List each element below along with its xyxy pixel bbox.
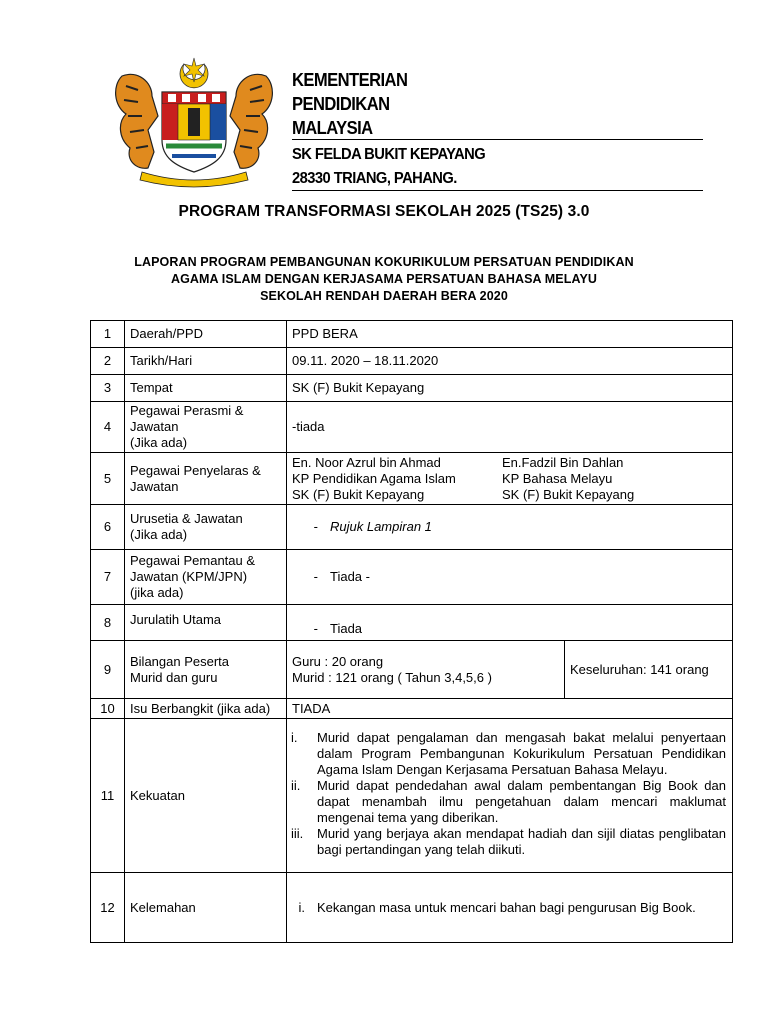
- coordinator-name: En. Noor Azrul bin Ahmad: [292, 454, 441, 470]
- weaknesses-list: [291, 900, 726, 916]
- table-row: [91, 641, 733, 699]
- teacher-count: Guru : 20 orang: [292, 653, 384, 669]
- total-participants: Keseluruhan: 141 orang: [565, 641, 733, 699]
- field-value: SK (F) Bukit Kepayang: [287, 375, 733, 402]
- field-label-line: (jika ada): [130, 585, 184, 600]
- row-number: 6: [91, 505, 125, 550]
- reference-text: Rujuk Lampiran 1: [330, 519, 432, 534]
- list-text: Murid dapat pengalaman dan mengasah bakat melalui penyertaan dalam Program Pembangunan Kokurikulum Persatuan Pendidikan Agama Islam Dengan Kerjasama Persatuan Bahasa Melayu.: [317, 729, 726, 777]
- dash-bullet: -: [313, 621, 318, 636]
- school-name: SK FELDA BUKIT KEPAYANG: [292, 146, 486, 163]
- row-number: 2: [91, 348, 125, 375]
- field-value: [287, 719, 733, 873]
- list-text: Kekangan masa untuk mencari bahan bagi pengurusan Big Book.: [317, 899, 696, 915]
- table-row: [91, 719, 733, 873]
- field-label: [125, 453, 287, 505]
- field-label: [125, 550, 287, 605]
- field-value: [287, 453, 733, 505]
- report-title: [0, 254, 768, 305]
- field-label: [125, 402, 287, 453]
- field-value: PPD BERA: [287, 321, 733, 348]
- coordinator-columns: [292, 455, 727, 503]
- value-text: Tiada: [330, 621, 363, 636]
- field-label: Daerah/PPD: [125, 321, 287, 348]
- field-label: Isu Berbangkit (jika ada): [125, 699, 287, 719]
- coordinator-school: SK (F) Bukit Kepayang: [502, 486, 635, 502]
- field-label-line: Pegawai Pemantau &: [130, 553, 256, 568]
- ministry-line-2: PENDIDIKAN: [292, 94, 390, 114]
- row-number: 1: [91, 321, 125, 348]
- table-row: [91, 348, 733, 375]
- field-value: [287, 550, 733, 605]
- field-label: Kelemahan: [125, 873, 287, 943]
- row-number: 11: [91, 719, 125, 873]
- report-title-line-1: LAPORAN PROGRAM PEMBANGUNAN KOKURIKULUM PERSATUAN PENDIDIKAN: [134, 255, 634, 269]
- row-number: 4: [91, 402, 125, 453]
- field-value: [287, 605, 733, 641]
- coordinator-2: [502, 455, 727, 503]
- field-label-line: (Jika ada): [130, 527, 188, 542]
- field-label-line: Jawatan: [130, 478, 179, 494]
- letterhead: [0, 0, 768, 200]
- row-number: 12: [91, 873, 125, 943]
- list-text: Murid yang berjaya akan mendapat hadiah dan sijil diatas penglibatan bagi pertandingan yang telah diikuti.: [317, 825, 726, 857]
- field-label: Tarikh/Hari: [125, 348, 287, 375]
- report-table: [90, 320, 733, 943]
- header-divider-bottom: [292, 190, 703, 191]
- coordinator-1: [292, 455, 502, 503]
- field-label: [125, 641, 287, 699]
- list-item: [287, 826, 726, 858]
- list-marker: i.: [298, 899, 305, 915]
- field-value: [287, 641, 565, 699]
- field-value: 09.11. 2020 – 18.11.2020: [287, 348, 733, 375]
- field-label-line: Murid dan guru: [130, 669, 218, 685]
- row-number: 10: [91, 699, 125, 719]
- list-item: [287, 730, 726, 778]
- coat-of-arms-logo: [108, 56, 280, 188]
- row-number: 7: [91, 550, 125, 605]
- list-item: [287, 778, 726, 826]
- school-postcode-town: 28330 TRIANG, PAHANG.: [292, 170, 457, 187]
- coordinator-position: KP Pendidikan Agama Islam: [292, 470, 456, 486]
- table-row: [91, 873, 733, 943]
- school-address: [292, 143, 485, 191]
- list-marker: iii.: [291, 825, 304, 841]
- field-value: [287, 873, 733, 943]
- report-title-line-2: AGAMA ISLAM DENGAN KERJASAMA PERSATUAN BAHASA MELAYU: [170, 272, 598, 286]
- report-title-line-3: SEKOLAH RENDAH DAERAH BERA 2020: [260, 289, 508, 303]
- field-label-line: (Jika ada): [130, 435, 188, 450]
- table-row: [91, 321, 733, 348]
- dash-bullet: -: [313, 519, 318, 534]
- row-number: 8: [91, 605, 125, 641]
- table-row: [91, 402, 733, 453]
- pupil-count: Murid : 121 orang ( Tahun 3,4,5,6 ): [292, 669, 492, 685]
- field-label-line: Pegawai Perasmi &: [130, 403, 244, 418]
- list-marker: ii.: [291, 777, 301, 793]
- field-label: Jurulatih Utama: [125, 605, 287, 641]
- table-row: [91, 699, 733, 719]
- table-row: [91, 453, 733, 505]
- table-row: [91, 375, 733, 402]
- field-label-line: Bilangan Peserta: [130, 653, 230, 669]
- field-label: [125, 505, 287, 550]
- value-text: Tiada -: [330, 569, 370, 584]
- field-label-line: Pegawai Penyelaras &: [130, 462, 261, 478]
- field-label: Kekuatan: [125, 719, 287, 873]
- table-row: [91, 605, 733, 641]
- field-value: TIADA: [287, 699, 733, 719]
- field-label: Tempat: [125, 375, 287, 402]
- coordinator-position: KP Bahasa Melayu: [502, 470, 613, 486]
- dash-bullet: -: [313, 569, 318, 584]
- row-number: 5: [91, 453, 125, 505]
- ministry-line-1: KEMENTERIAN: [292, 70, 408, 90]
- field-label-line: Jawatan: [130, 419, 179, 434]
- field-label-line: Urusetia & Jawatan: [130, 511, 243, 526]
- row-number: 3: [91, 375, 125, 402]
- list-text: Murid dapat pendedahan awal dalam pembentangan Big Book dan dapat menambah ilmu pengetahuan dalam mencari maklumat mengenai tema yang diberikan.: [317, 777, 726, 825]
- list-marker: i.: [291, 729, 298, 745]
- program-title: PROGRAM TRANSFORMASI SEKOLAH 2025 (TS25) 3.0: [178, 203, 590, 220]
- field-value: -tiada: [287, 402, 733, 453]
- strengths-list: [287, 730, 726, 858]
- field-value: [287, 505, 733, 550]
- table-row: [91, 550, 733, 605]
- ministry-line-3: MALAYSIA: [292, 118, 373, 138]
- table-row: [91, 505, 733, 550]
- coordinator-name: En.Fadzil Bin Dahlan: [502, 454, 624, 470]
- list-item: [291, 900, 726, 916]
- ministry-name: [292, 68, 407, 140]
- field-label-line: Jawatan (KPM/JPN): [130, 569, 248, 584]
- coordinator-school: SK (F) Bukit Kepayang: [292, 486, 425, 502]
- row-number: 9: [91, 641, 125, 699]
- header-divider-top: [292, 139, 703, 140]
